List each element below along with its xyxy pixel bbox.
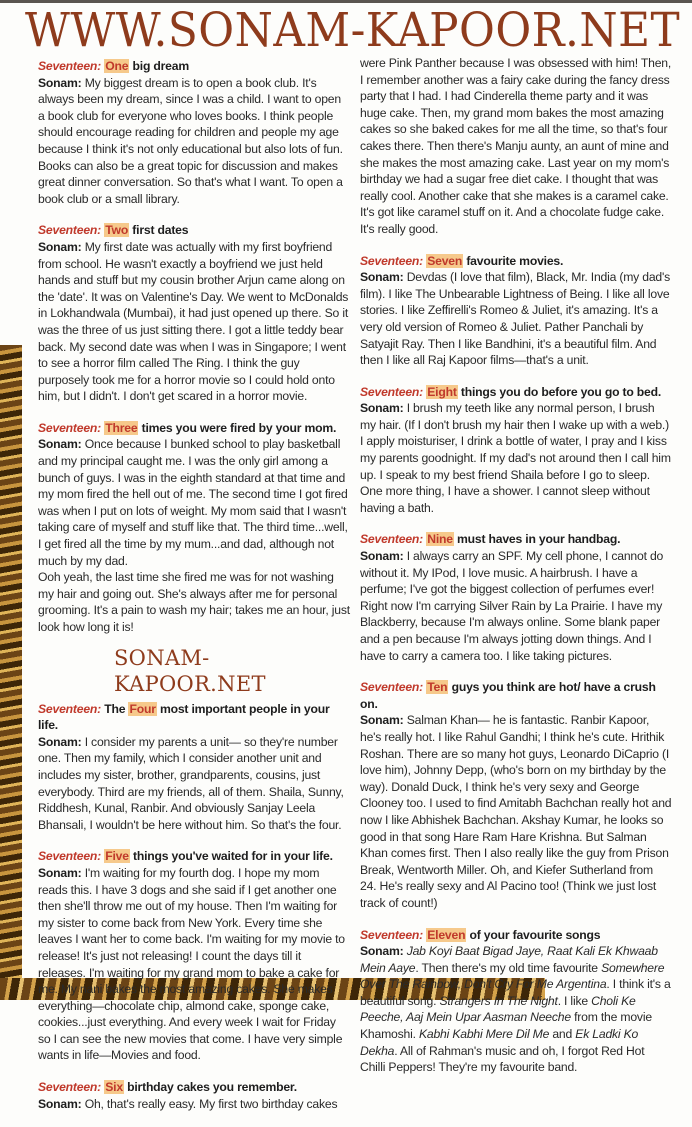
question-title: of your favourite songs: [469, 927, 601, 942]
answer-text: . I like: [557, 993, 592, 1008]
qa-section: [38, 222, 350, 405]
highlighted-number: Five: [105, 849, 129, 864]
question-heading: [360, 384, 672, 401]
answer-text: . I think it's a beautiful song.: [360, 977, 671, 1008]
highlighted-number: One: [105, 59, 129, 73]
answer-paragraph: [360, 400, 672, 516]
qa-section: [360, 531, 672, 664]
speaker-name: Sonam:: [38, 239, 82, 254]
answer-text: were Pink Panther because I was obsessed with him! Then, I remember another was a fairy cake during the fancy dress party that I had. I had Cinderella theme party and it was huge cake. Then, my grand mom bakes the most amazing cakes so she baked cakes for me all the time, so that's four cakes there. Then there's Manju aunty, an aunt of mine and she makes the most amazing cake. Last year on my mom's birthday we had a sugar free diet cake. I thought that was really cool. Another cake that she makes is a caramel cake. It's got like caramel stuff on it. And a chocolate fudge cake. It's really good.: [360, 56, 672, 236]
question-title: birthday cakes you remember.: [127, 1080, 297, 1095]
question-title: first dates: [132, 223, 189, 238]
answer-text: Ooh yeah, the last time she fired me was for not washing my hair and going out. She's always after me for personal grooming. It's a pain to wash my hair; takes me an hour, just look how long it is!: [38, 570, 350, 634]
answer-text: My biggest dream is to open a book club. It's always been my dream, since I was a child. I want to open a book club for everyone who loves books. I think people should encourage reading for children and people my age because I think it's not only educational but also lots of fun. Books can also be a great topic for discussion and makes great dinner conversation. So that's what I want. To open a book club or a small library.: [38, 75, 343, 206]
magazine-label: Seventeen:: [38, 420, 102, 435]
answer-text: I always carry an SPF. My cell phone, I cannot do without it. My IPod, I love music. A hairbrush. I have a perfume; I've got the biggest collection of perfumes ever! Right now I'm carrying Silver Rain by La Prairie. I have my Blackberry, because I'm always online. Some blank paper and a pen because I'm always jotting down things. And I have to carry a camera too. I like taking pictures.: [360, 549, 664, 663]
answer-text: I'm waiting for my fourth dog. I hope my mom reads this. I have 3 dogs and she said if I get another one then she'll throw me out of my house. Then I'm waiting for my sister to come back from New York. Every time she leaves I want her to come back. I'm waiting for my movie to release! It's just not releasing! I count the days till it releases. I'm waiting for my grand mom to bake a cake for me. My nani bakes the most amazing cakes. She makes everything—chocolate chip, almond cake, sponge cake, cookies...just everything. And every week I wait for Friday so I can see the new movies that come. I have very simple wants in life—Movies and food.: [38, 865, 345, 1063]
question-title: times you were fired by your mom.: [141, 420, 337, 435]
answer-paragraph: [38, 436, 350, 569]
song-title: Strangers In The Night: [439, 993, 558, 1008]
question-heading: [360, 927, 672, 944]
page-title: WWW.SONAM-KAPOOR.NET: [25, 3, 681, 58]
song-title: Choli Ke Peeche, Aaj Mein Upar Aasman Neeche: [360, 993, 636, 1025]
qa-section: [38, 701, 350, 834]
question-title: most important people in your life.: [38, 701, 330, 733]
highlighted-number: Three: [105, 420, 138, 435]
question-title: things you do before you go to bed.: [460, 384, 662, 399]
decorative-border-left: [0, 345, 22, 1000]
speaker-name: Sonam:: [360, 944, 404, 959]
answer-text: Oh, that's really easy. My first two birthday cakes: [84, 1096, 338, 1111]
question-heading: [360, 531, 672, 548]
magazine-label: Seventeen:: [360, 384, 424, 399]
question-title: things you've waited for in your life.: [133, 849, 333, 864]
qa-section: [38, 420, 350, 636]
answer-text: My first date was actually with my first boyfriend from school. He wasn't exactly a boyfriend we just held hands and stuff but my cousin brother Arjun came along on the 'date'. It was on Valentine's Day. We went to McDonalds in Lokhandwala (Mumbai), it had just opened up there. So it was the three of us just sitting there. I got a little teddy bear back. My second date was when I was in Singapore; I went to see a horror film called The Ring. I think the guy purposely took me for a horror movie so I could hold onto him, but I didn't. I don't get scared in a horror movie.: [38, 239, 349, 404]
highlighted-number: Four: [129, 701, 156, 716]
qa-section: [360, 679, 672, 911]
magazine-label: Seventeen:: [360, 253, 424, 268]
answer-text: I consider my parents a unit— so they're number one. Then my family, which I consider another unit and includes my sister, brother, grandparents, cousins, just everybody. Third are my friends, all of them. Shaila, Sunny, Riddhesh, Kunal, Ranbir. And obviously Sanjay Leela Bhansali, I wouldn't be here without him. So that's the four.: [38, 734, 344, 832]
question-heading: [38, 1079, 350, 1096]
left-column: [38, 58, 350, 1127]
answer-paragraph: [38, 734, 350, 834]
speaker-name: Sonam:: [360, 549, 404, 564]
right-column: [360, 55, 672, 1091]
magazine-label: Seventeen:: [360, 680, 424, 695]
question-title: big dream: [132, 59, 189, 73]
answer-paragraph: [38, 75, 350, 208]
speaker-name: Sonam:: [38, 437, 82, 452]
question-heading: [38, 848, 350, 865]
magazine-label: Seventeen:: [360, 927, 424, 942]
speaker-name: Sonam:: [38, 75, 82, 90]
speaker-name: Sonam:: [38, 865, 82, 880]
speaker-name: Sonam:: [38, 734, 82, 749]
magazine-label: Seventeen:: [38, 59, 102, 73]
answer-paragraph: [38, 239, 350, 405]
song-title: Jab Koyi Baat Bigad Jaye, Raat Kali Ek Khwaab Mein Aaye: [360, 944, 658, 975]
answer-text: I brush my teeth like any normal person, I brush my hair. (If I don't brush my hair then I wake up with a web.) I apply moisturiser, I drink a bottle of water, I pray and I kiss my parents goodnight. If my dad's not around then I call him up. I speak to my best friend Shaila before I go to sleep. One more thing, I have a shower. I cannot sleep without having a bath.: [360, 401, 671, 515]
highlighted-number: Eleven: [427, 927, 466, 942]
question-heading: [38, 701, 350, 734]
qa-section: [38, 1079, 350, 1112]
answer-text: Once because I bunked school to play basketball and my principal caught me. I was the only girl among a bunch of guys. I was in the eighth standard at that time and my mom fired the hell out of me. The second time I got fired was when I put on lots of weight. My mom said that I wasn't taking care of myself and stuff like that. The third time...well, I get fired all the time by my mum...and dad, although not much by my dad.: [38, 437, 348, 568]
speaker-name: Sonam:: [38, 1096, 82, 1111]
answer-text: and: [549, 1027, 576, 1042]
qa-section: [38, 58, 350, 207]
highlighted-number: Six: [105, 1080, 123, 1095]
answer-text: from the movie Khamoshi.: [360, 1010, 652, 1042]
song-title: Ek Ladki Ko Dekha: [360, 1027, 639, 1058]
question-heading: [38, 58, 350, 75]
highlighted-number: Eight: [427, 384, 457, 399]
mid-logo: SONAM-KAPOOR.NET: [114, 645, 266, 696]
question-title: must haves in your handbag.: [457, 532, 621, 547]
highlighted-number: Seven: [427, 253, 463, 268]
question-heading: [38, 222, 350, 239]
speaker-name: Sonam:: [360, 401, 404, 416]
answer-paragraph: [38, 1096, 350, 1113]
answer-text: . All of Rahman's music and oh, I forgot Red Hot Chilli Peppers! They're my favourite band.: [360, 1043, 645, 1075]
answer-paragraph: [360, 943, 672, 1076]
question-title: guys you think are hot/ have a crush on.: [360, 680, 656, 711]
song-title: Somewhere Over The Rainbow, Don't Cry For Me Argentina: [360, 960, 665, 992]
answer-text: Devdas (I love that film), Black, Mr. India (my dad's film). I like The Unbearable Lightness of Being. I like all love stories. I like Zeffirelli's Romeo & Juliet, it's amazing. It's a very old version of Romeo & Juliet. Pather Panchali by Satyajit Ray. Then I like Bandhini, it's a beautiful film. And then I like all Raj Kapoor films—that's a unit.: [360, 270, 671, 368]
magazine-label: Seventeen:: [360, 532, 424, 547]
magazine-label: Seventeen:: [38, 1080, 102, 1095]
qa-section: [360, 253, 672, 369]
question-heading: [360, 679, 672, 712]
answer-paragraph: [360, 712, 672, 911]
qa-section: [360, 384, 672, 517]
answer-paragraph: [38, 865, 350, 1064]
speaker-name: Sonam:: [360, 713, 404, 728]
magazine-label: Seventeen:: [38, 849, 102, 864]
answer-text: Salman Khan— he is fantastic. Ranbir Kapoor, he's really hot. I like Rahul Gandhi; I think he's cute. Hrithik Roshan. There are so many hot guys, Leonardo DiCaprio (I love him), Johnny Depp, (who's born on my birthday by the way). Donald Duck, I think he's very sexy and George Clooney too. I used to find Amitabh Bachchan really hot and now I like Abhishek Bachchan. Akshay Kumar, he looks so good in that song Hare Ram Hare Krishna. But Salman Khan comes first. Then I also really like the guy from Prison Break, Wentworth Miller. Oh, and Kiefer Sutherland from 24. He's really sexy and Al Pacino too! (Think we just lost track of count!): [360, 713, 672, 910]
question-heading: [360, 253, 672, 270]
question-heading: [38, 420, 350, 437]
qa-section: [360, 927, 672, 1076]
question-title: favourite movies.: [466, 253, 564, 268]
magazine-label: Seventeen:: [38, 223, 102, 238]
highlighted-number: Two: [105, 223, 129, 238]
qa-section: [38, 848, 350, 1064]
highlighted-number: Ten: [427, 680, 448, 695]
answer-paragraph: [360, 55, 672, 238]
magazine-label: Seventeen:: [38, 701, 102, 716]
answer-paragraph: [360, 548, 672, 664]
answer-paragraph: [360, 269, 672, 369]
qa-section: [360, 55, 672, 238]
speaker-name: Sonam:: [360, 270, 404, 285]
answer-paragraph: [38, 569, 350, 635]
answer-text: . Then there's my old time favourite: [415, 960, 602, 975]
heading-prefix: The: [104, 701, 126, 716]
song-title: Kabhi Kabhi Mere Dil Me: [418, 1027, 550, 1042]
highlighted-number: Nine: [427, 532, 453, 547]
